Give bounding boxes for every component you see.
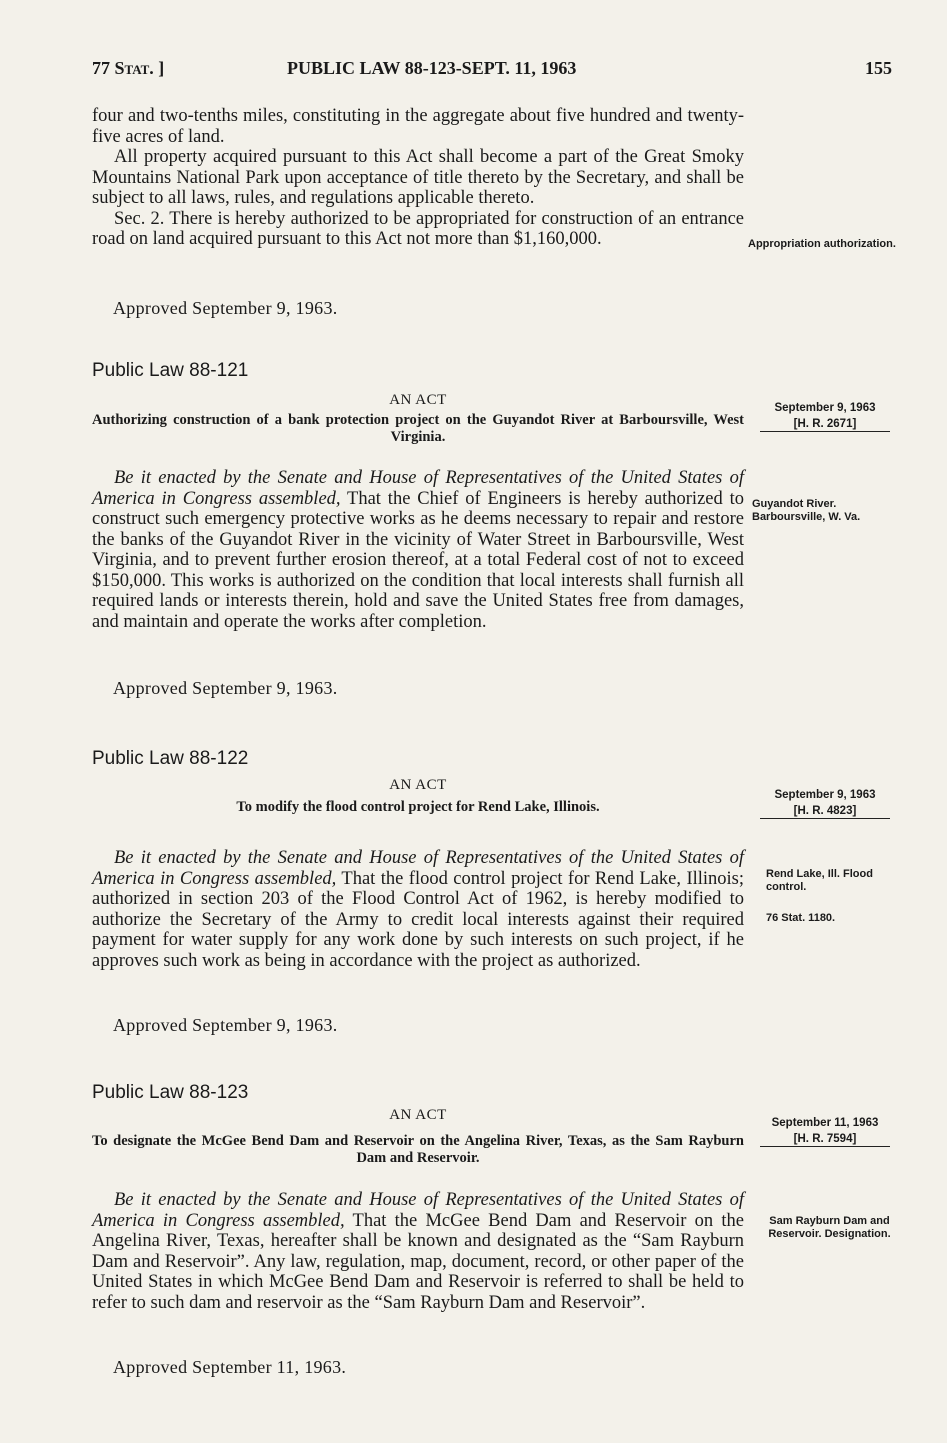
bill-number: [H. R. 4823] [760,805,890,819]
enactment-date: September 11, 1963 [771,1117,879,1129]
approved-date-88-121: Approved September 9, 1963. [113,678,338,698]
act-text: That the Chief of Engineers is hereby authorized to construct such emergency protective works as he deems necessary to repair and restore the banks of the Guyandot River in the vicinity of Water Street in Barboursville, West Virginia, and to prevent further erosion thereof, at a total Federal cost of not to exceed $150,000. This works is authorized on the condition that local interests shall furnish all required lands or interests therein, hold and save the United States free from damages, and maintain and operate the works after completion. [92,488,744,632]
law-heading-88-122: Public Law 88-122 [92,748,249,769]
an-act-label: AN ACT [389,777,447,793]
act-title-88-121: Authorizing construction of a bank protection project on the Guyandot River at Barboursville, West Virginia. [92,412,744,445]
date-block-88-122 [760,789,890,819]
margin-note-guyandot: Guyandot River. Barboursville, W. Va. [752,498,861,523]
enacting-clause: Be it enacted by the Senate and House of Representatives of the United States of America in Congress assembled, [92,468,744,509]
page-number: 155 [865,58,892,78]
section-2-para: Sec. 2. There is hereby authorized to be appropriated for construction of an entrance road on land acquired pursuant to this Act not more than $1,160,000. [92,208,744,249]
continuation-para-2: All property acquired pursuant to this Act shall become a part of the Great Smoky Mountains National Park upon acceptance of title thereto by the Secretary, and shall be subject to all laws, rules, and regulations applicable thereto. [92,147,744,208]
date-block-88-123 [760,1117,890,1147]
enacting-clause: Be it enacted by the Senate and House of Representatives of the United States of America in Congress assembled, [92,1190,744,1231]
running-header [92,58,892,86]
an-act-label: AN ACT [389,392,447,408]
law-title-header: PUBLIC LAW 88-123-SEPT. 11, 1963 [287,58,577,78]
act-body-88-122 [92,848,744,971]
volume-reference: 77 Stat. ] [92,58,165,78]
date-block-88-121 [760,402,890,432]
enactment-date: September 9, 1963 [774,789,876,801]
bill-number: [H. R. 2671] [760,418,890,432]
law-heading-88-121: Public Law 88-121 [92,360,249,381]
margin-note-rend-lake: Rend Lake, Ill. Flood control. [766,868,873,893]
approved-date-88-123: Approved September 11, 1963. [113,1357,347,1377]
margin-note-stat-ref: 76 Stat. 1180. [766,912,836,924]
act-text: That the McGee Bend Dam and Reservoir on the Angelina River, Texas, hereafter shall be known and designated as the “Sam Rayburn Dam and Reservoir”. Any law, regulation, map, document, record, or other paper of the United States in which McGee Bend Dam and Reservoir is referred to shall be held to refer to such dam and reservoir as the “Sam Rayburn Dam and Reservoir”. [92,1210,744,1313]
margin-note-appropriation: Appropriation authorization. [748,238,896,250]
an-act-label: AN ACT [389,1107,447,1123]
act-text: That the flood control project for Rend Lake, Illinois; authorized in section 203 of the Flood Control Act of 1962, is hereby modified to authorize the Secretary of the Army to credit local interests against their required payment for water supply for any work done by such interests on such project, if he approves such work as being in accordance with the project as authorized. [92,868,744,971]
approved-date-88-122: Approved September 9, 1963. [113,1015,338,1035]
enacting-clause: Be it enacted by the Senate and House of Representatives of the United States of America in Congress assembled, [92,848,744,889]
margin-note-sam-rayburn: Sam Rayburn Dam and Reservoir. Designation. [768,1215,891,1240]
act-body-88-123 [92,1190,744,1313]
bill-number: [H. R. 7594] [760,1133,890,1147]
approved-date-top: Approved September 9, 1963. [113,298,338,318]
act-title-88-123: To designate the McGee Bend Dam and Reservoir on the Angelina River, Texas, as the Sam Rayburn Dam and Reservoir. [92,1133,744,1166]
act-body-88-121 [92,468,744,632]
enactment-date: September 9, 1963 [774,402,876,414]
continuation-para-1: four and two-tenths miles, constituting in the aggregate about five hundred and twenty-five acres of land. [92,106,744,147]
law-heading-88-123: Public Law 88-123 [92,1082,249,1103]
continuation-text [92,106,744,250]
act-title-88-122: To modify the flood control project for Rend Lake, Illinois. [236,799,600,815]
